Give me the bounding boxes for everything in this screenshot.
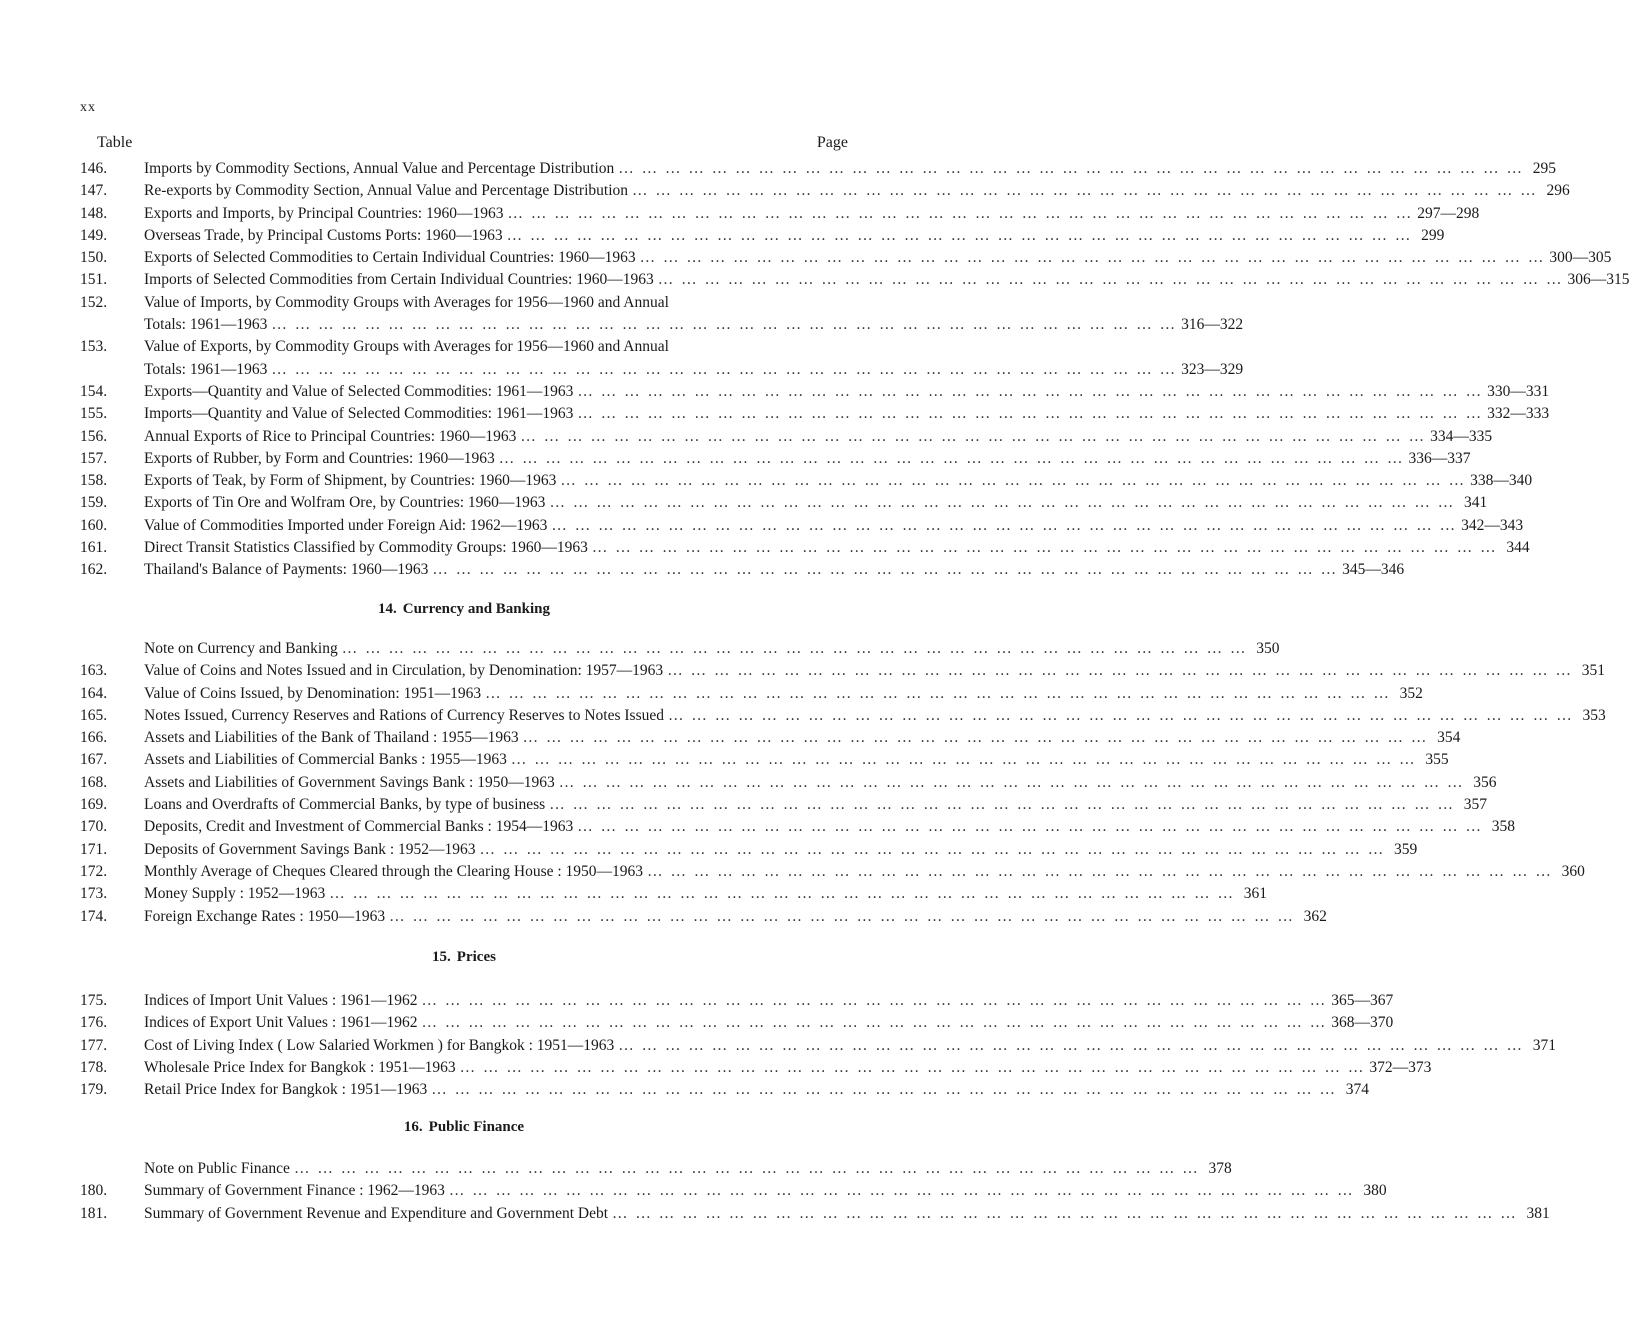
entry-page: 334—335 [1430, 427, 1493, 445]
entry-title: Re-exports by Commodity Section, Annual Value and Percentage Distribution [144, 182, 629, 200]
entry-page: 351 [1581, 662, 1605, 680]
entry-page: 374 [1345, 1081, 1370, 1099]
entry-title: Wholesale Price Index for Bangkok : 1951—1963 [144, 1058, 456, 1076]
section-title: Prices [456, 949, 496, 965]
toc-entry [80, 660, 1605, 682]
dot-leader [516, 426, 1430, 448]
toc-entry [80, 403, 1550, 425]
dot-leader [664, 705, 1578, 727]
entry-number: 168. [80, 773, 108, 791]
entry-number: 156. [80, 427, 108, 445]
section-heading [80, 946, 848, 968]
toc-entry [80, 839, 1418, 861]
entry-number: 161. [80, 539, 108, 557]
entry-number: 163. [80, 662, 108, 680]
entry-page: 365—367 [1331, 992, 1394, 1009]
toc-entry [80, 705, 1606, 727]
entry-title: Note on Public Finance [144, 1160, 290, 1177]
toc-group-trade [80, 158, 1629, 582]
entry-page: 336—337 [1408, 449, 1471, 467]
page-folio: xx [80, 100, 96, 115]
entry-title: Exports—Quantity and Value of Selected Commodities: 1961—1963 [144, 382, 574, 400]
dot-leader [507, 749, 1421, 771]
toc-entry [80, 225, 1445, 247]
entry-title: Deposits, Credit and Investment of Commercial Banks : 1954—1963 [144, 818, 574, 836]
section-heading [80, 1116, 848, 1138]
toc-entry [80, 537, 1530, 559]
entry-title: Value of Coins Issued, by Denomination: 1951—1963 [144, 684, 482, 702]
entry-page: 295 [1532, 160, 1557, 177]
dot-leader [545, 492, 1459, 514]
entry-number: 160. [80, 516, 108, 534]
entry-number: 147. [80, 182, 108, 200]
dot-leader [325, 883, 1239, 905]
dot-leader [555, 772, 1469, 794]
toc-entry [80, 559, 1405, 581]
toc-entry [80, 1203, 1550, 1225]
entry-number: 157. [80, 449, 108, 467]
entry-page: 323—329 [1181, 360, 1244, 378]
entry-page: 358 [1491, 818, 1515, 836]
entry-page: 297—298 [1417, 204, 1480, 222]
entry-page: 381 [1526, 1204, 1550, 1222]
entry-page: 360 [1561, 862, 1585, 880]
dot-leader [385, 906, 1299, 928]
section-14 [80, 598, 848, 620]
toc-entry [80, 794, 1487, 816]
entry-title: Indices of Export Unit Values : 1961—1962 [144, 1014, 418, 1032]
entry-number: 153. [80, 338, 108, 356]
entry-page: 338—340 [1470, 472, 1533, 490]
dot-leader [267, 314, 1181, 336]
entry-page: 353 [1582, 706, 1606, 724]
toc-entry [80, 269, 1629, 291]
toc-entry [80, 638, 1280, 660]
entry-page: 362 [1303, 907, 1327, 925]
entry-title: Annual Exports of Rice to Principal Countries: 1960—1963 [144, 427, 517, 445]
entry-page: 332—333 [1487, 405, 1550, 423]
entry-number: 179. [80, 1081, 108, 1099]
dot-leader [556, 470, 1470, 492]
toc-entry [80, 158, 1557, 180]
entry-page: 344 [1506, 539, 1530, 557]
dot-leader [476, 839, 1390, 861]
dot-leader [628, 180, 1542, 202]
toc-entry [80, 180, 1570, 202]
dot-leader [573, 403, 1487, 425]
toc-entry-continuation [80, 314, 1244, 336]
toc-entry [80, 1012, 1394, 1034]
entry-title: Summary of Government Revenue and Expenditure and Government Debt [144, 1204, 609, 1222]
entry-page: 306—315 [1567, 271, 1629, 289]
dot-leader [573, 381, 1487, 403]
dot-leader [503, 203, 1417, 225]
entry-number: 158. [80, 472, 108, 490]
section-title: Public Finance [428, 1119, 525, 1135]
dot-leader [573, 816, 1487, 838]
entry-page: 361 [1243, 885, 1268, 903]
toc-entry [80, 247, 1612, 269]
entry-number: 165. [80, 706, 108, 724]
toc-entry [80, 1035, 1557, 1057]
dot-leader [519, 727, 1433, 749]
entry-title-continued: Totals: 1961—1963 [144, 360, 268, 378]
entry-page: 296 [1546, 182, 1570, 200]
entry-title: Imports by Commodity Sections, Annual Value and Percentage Distribution [144, 160, 615, 177]
entry-number: 177. [80, 1036, 108, 1054]
entry-title: Retail Price Index for Bangkok : 1951—1963 [144, 1081, 428, 1099]
toc-entry [80, 816, 1515, 838]
entry-page: 299 [1421, 226, 1445, 244]
entry-number: 178. [80, 1058, 108, 1076]
entry-page: 372—373 [1369, 1058, 1432, 1076]
entry-number: 173. [80, 885, 108, 903]
toc-entry [80, 861, 1585, 883]
dot-leader [290, 1158, 1204, 1180]
entry-number: 155. [80, 405, 108, 423]
entry-page: 356 [1473, 773, 1497, 791]
toc-entry [80, 1079, 1370, 1101]
entry-page: 345—346 [1342, 561, 1405, 579]
entry-number: 166. [80, 729, 108, 747]
entry-title: Exports of Teak, by Form of Shipment, by Countries: 1960—1963 [144, 472, 557, 490]
toc-entry [80, 749, 1449, 771]
entry-number: 159. [80, 494, 108, 512]
entry-title: Direct Transit Statistics Classified by Commodity Groups: 1960—1963 [144, 539, 588, 557]
dot-leader [418, 990, 1332, 1012]
entry-number: 170. [80, 818, 108, 836]
dot-leader [636, 247, 1550, 269]
entry-page: 352 [1399, 684, 1423, 702]
dot-leader [428, 559, 1342, 581]
entry-title: Foreign Exchange Rates : 1950—1963 [144, 907, 386, 925]
page-column-label: Page [816, 134, 848, 151]
toc-entry [80, 883, 1268, 905]
toc-entry [80, 448, 1471, 470]
entry-title: Value of Exports, by Commodity Groups with Averages for 1956—1960 and Annual [144, 338, 669, 356]
entry-number: 149. [80, 226, 108, 244]
entry-page: 371 [1532, 1036, 1557, 1054]
toc-entry [80, 1158, 1232, 1180]
entry-number: 151. [80, 271, 108, 289]
entry-page: 378 [1208, 1160, 1232, 1177]
toc-entry [80, 1057, 1432, 1079]
dot-leader [481, 683, 1395, 705]
toc-entry [80, 1180, 1387, 1202]
dot-leader [456, 1057, 1370, 1079]
toc-entry [80, 990, 1394, 1012]
entry-title: Value of Commodities Imported under Foreign Aid: 1962—1963 [144, 516, 548, 534]
entry-title: Money Supply : 1952—1963 [144, 885, 326, 903]
entry-title: Exports of Rubber, by Form and Countries: 1960—1963 [144, 449, 495, 467]
dot-leader [338, 638, 1252, 660]
dot-leader [614, 1035, 1528, 1057]
entry-page: 380 [1363, 1182, 1387, 1200]
toc-entry [80, 906, 1327, 928]
toc-group-finance [80, 1158, 1550, 1225]
entry-title: Summary of Government Finance : 1962—1963 [144, 1182, 445, 1200]
entry-title: Imports of Selected Commodities from Certain Individual Countries: 1960—1963 [144, 271, 654, 289]
dot-leader [495, 448, 1409, 470]
entry-page: 355 [1425, 751, 1449, 769]
dot-leader [588, 537, 1502, 559]
entry-page: 316—322 [1181, 316, 1244, 334]
entry-number: 181. [80, 1204, 108, 1222]
dot-leader [654, 269, 1568, 291]
entry-title: Value of Imports, by Commodity Groups with Averages for 1956—1960 and Annual [144, 293, 669, 311]
toc-entry [80, 772, 1497, 794]
dot-leader [643, 861, 1557, 883]
dot-leader [427, 1079, 1341, 1101]
section-number: 15. [432, 949, 451, 965]
section-title: Currency and Banking [402, 601, 550, 617]
entry-number: 164. [80, 684, 108, 702]
entry-number: 174. [80, 907, 108, 925]
dot-leader [614, 158, 1528, 180]
toc-group-currency [80, 638, 1606, 928]
entry-page: 330—331 [1487, 382, 1550, 400]
entry-title: Note on Currency and Banking [144, 640, 338, 657]
entry-number: 172. [80, 862, 108, 880]
entry-title: Exports and Imports, by Principal Countries: 1960—1963 [144, 204, 504, 222]
entry-page: 359 [1394, 840, 1418, 858]
section-number: 16. [403, 1119, 423, 1135]
section-16 [80, 1116, 848, 1138]
dot-leader [418, 1012, 1332, 1034]
entry-number: 176. [80, 1014, 108, 1032]
entry-title: Assets and Liabilities of Commercial Banks : 1955—1963 [144, 751, 507, 769]
toc-entry [80, 426, 1493, 448]
entry-title-continued: Totals: 1961—1963 [144, 316, 268, 334]
entry-number: 175. [80, 992, 108, 1009]
entry-title: Thailand's Balance of Payments: 1960—1963 [144, 561, 429, 579]
dot-leader [267, 359, 1181, 381]
entry-number: 169. [80, 796, 108, 814]
toc-group-prices [80, 990, 1557, 1101]
entry-title: Exports of Tin Ore and Wolfram Ore, by Countries: 1960—1963 [144, 494, 546, 512]
entry-title: Monthly Average of Cheques Cleared through the Clearing House : 1950—1963 [144, 862, 644, 880]
entry-number: 150. [80, 249, 108, 267]
entry-page: 342—343 [1461, 516, 1524, 534]
entry-title: Exports of Selected Commodities to Certain Individual Countries: 1960—1963 [144, 249, 636, 267]
dot-leader [547, 515, 1461, 537]
toc-entry [80, 292, 848, 314]
entry-title: Assets and Liabilities of Government Savings Bank : 1950—1963 [144, 773, 555, 791]
entry-title: Indices of Import Unit Values : 1961—1962 [144, 992, 418, 1009]
entry-title: Notes Issued, Currency Reserves and Rations of Currency Reserves to Notes Issued [144, 706, 664, 724]
toc-entry [80, 727, 1461, 749]
entry-page: 354 [1437, 729, 1461, 747]
toc-entry [80, 492, 1488, 514]
toc-entry [80, 381, 1550, 403]
entry-page: 341 [1463, 494, 1488, 512]
toc-entry [80, 515, 1524, 537]
section-heading [80, 598, 848, 620]
entry-title: Loans and Overdrafts of Commercial Banks, by type of business [144, 796, 546, 814]
section-15 [80, 946, 848, 968]
entry-number: 162. [80, 561, 108, 579]
dot-leader [663, 660, 1577, 682]
toc-entry [80, 203, 1480, 225]
dot-leader [545, 794, 1459, 816]
dot-leader [445, 1180, 1359, 1202]
entry-number: 154. [80, 382, 108, 400]
toc-entry [80, 683, 1423, 705]
entry-number: 180. [80, 1182, 108, 1200]
entry-page: 300—305 [1549, 249, 1612, 267]
section-number: 14. [377, 601, 397, 617]
toc-entry [80, 336, 848, 358]
dot-leader [608, 1203, 1522, 1225]
table-column-label: Table [97, 134, 133, 151]
entry-number: 152. [80, 293, 108, 311]
entry-page: 368—370 [1331, 1014, 1394, 1032]
entry-page: 357 [1463, 796, 1487, 814]
entry-title: Imports—Quantity and Value of Selected Commodities: 1961—1963 [144, 405, 574, 423]
toc-entry-continuation [80, 359, 1244, 381]
entry-title: Deposits of Government Savings Bank : 1952—1963 [144, 840, 476, 858]
toc-entry [80, 470, 1533, 492]
entry-page: 350 [1256, 640, 1280, 657]
dot-leader [503, 225, 1417, 247]
entry-number: 171. [80, 840, 108, 858]
entry-title: Value of Coins and Notes Issued and in Circulation, by Denomination: 1957—1963 [144, 662, 664, 680]
entry-title: Assets and Liabilities of the Bank of Thailand : 1955—1963 [144, 729, 519, 747]
entry-number: 148. [80, 204, 108, 222]
entry-number: 167. [80, 751, 108, 769]
entry-title: Overseas Trade, by Principal Customs Ports: 1960—1963 [144, 226, 503, 244]
entry-number: 146. [80, 160, 108, 177]
entry-title: Cost of Living Index ( Low Salaried Workmen ) for Bangkok : 1951—1963 [144, 1036, 615, 1054]
